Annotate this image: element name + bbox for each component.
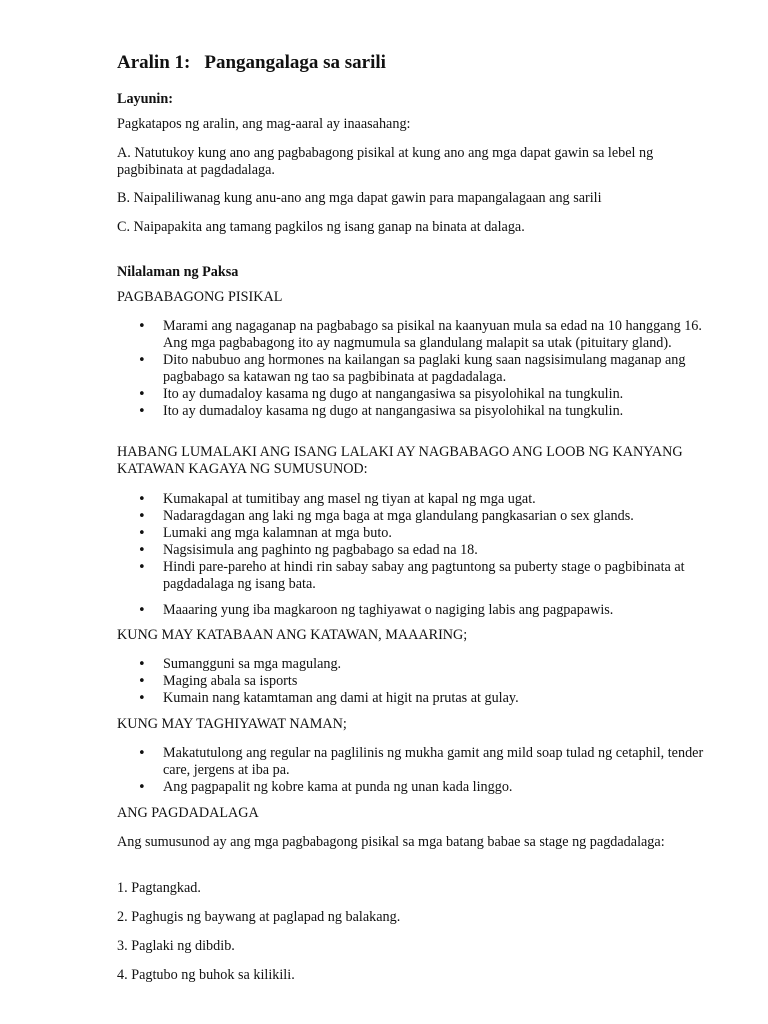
bullet-list-katabaan	[117, 656, 717, 707]
page-title	[117, 52, 386, 74]
list-item: • Marami ang nagaganap na pagbabago sa pisikal na kaanyuan mula sa edad na 10 hanggang 16. Ang mga pagbabagong ito ay nagmumula sa glandulang malapit sa utak (pituitary gland).	[117, 318, 717, 352]
list-item: • Kumakapal at tumitibay ang masel ng tiyan at kapal ng mga ugat.	[117, 491, 717, 508]
list-item: • Maging abala sa isports	[117, 673, 717, 690]
bullet-list-taghiyawat	[117, 745, 717, 796]
list-item: • Ito ay dumadaloy kasama ng dugo at nangangasiwa sa pisyolohikal na tungkulin.	[117, 386, 717, 403]
nilalaman-heading: Nilalaman ng Paksa	[117, 264, 239, 280]
objective-a: A. Natutukoy kung ano ang pagbabagong pisikal at kung ano ang mga dapat gawin sa lebel ng pagbibinata at pagdadalaga.	[117, 145, 654, 178]
bullet-list-pagbabagong-pisikal	[117, 318, 717, 420]
bullet-list-lalaki-extra	[117, 602, 717, 619]
bullet-list-lalaki	[117, 491, 717, 593]
objective-b: B. Naipaliliwanag kung anu-ano ang mga dapat gawin para mapangalagaan ang sarili	[117, 190, 602, 206]
list-item: • Makatutulong ang regular na paglilinis ng mukha gamit ang mild soap tulad ng cetaphil, tender care, jergens at iba pa.	[117, 745, 717, 779]
list-item: • Maaaring yung iba magkaroon ng taghiyawat o nagiging labis ang pagpapawis.	[117, 602, 717, 619]
lesson-topic: Pangangalaga sa sarili	[204, 52, 386, 73]
lesson-number: Aralin 1:	[117, 52, 191, 73]
list-item: • Ito ay dumadaloy kasama ng dugo at nangangasiwa sa pisyolohikal na tungkulin.	[117, 403, 717, 420]
pagdadalaga-item-4: 4. Pagtubo ng buhok sa kilikili.	[117, 967, 295, 983]
list-item: • Kumain nang katamtaman ang dami at higit na prutas at gulay.	[117, 690, 717, 707]
section-title-taghiyawat: KUNG MAY TAGHIYAWAT NAMAN;	[117, 716, 347, 732]
section-title-pagbabagong-pisikal: PAGBABAGONG PISIKAL	[117, 289, 283, 305]
pagdadalaga-item-2: 2. Paghugis ng baywang at paglapad ng balakang.	[117, 909, 401, 925]
list-item: • Dito nabubuo ang hormones na kailangan sa paglaki kung saan nagsisimulang maganap ang pagbabago sa katawan ng tao sa pagbibinata at pagdadalaga.	[117, 352, 717, 386]
section-title-katabaan: KUNG MAY KATABAAN ANG KATAWAN, MAAARING;	[117, 627, 468, 643]
pagdadalaga-item-3: 3. Paglaki ng dibdib.	[117, 938, 235, 954]
pagdadalaga-intro: Ang sumusunod ay ang mga pagbabagong pisikal sa mga batang babae sa stage ng pagdadalaga:	[117, 834, 665, 850]
list-item: • Nagsisimula ang paghinto ng pagbabago sa edad na 18.	[117, 542, 717, 559]
pagdadalaga-item-1: 1. Pagtangkad.	[117, 880, 201, 896]
section-title-lalaki: HABANG LUMALAKI ANG ISANG LALAKI AY NAGBABAGO ANG LOOB NG KANYANG KATAWAN KAGAYA NG SUMUSUNOD:	[117, 444, 683, 477]
layunin-heading: Layunin:	[117, 91, 173, 107]
list-item: • Lumaki ang mga kalamnan at mga buto.	[117, 525, 717, 542]
objective-c: C. Naipapakita ang tamang pagkilos ng isang ganap na binata at dalaga.	[117, 219, 525, 235]
list-item: • Sumangguni sa mga magulang.	[117, 656, 717, 673]
list-item: • Nadaragdagan ang laki ng mga baga at mga glandulang pangkasarian o sex glands.	[117, 508, 717, 525]
list-item: • Ang pagpapalit ng kobre kama at punda ng unan kada linggo.	[117, 779, 717, 796]
layunin-intro: Pagkatapos ng aralin, ang mag-aaral ay inaasahang:	[117, 116, 411, 132]
list-item: • Hindi pare-pareho at hindi rin sabay sabay ang pagtuntong sa puberty stage o pagbibinata at pagdadalaga ng isang bata.	[117, 559, 717, 593]
section-title-pagdadalaga: ANG PAGDADALAGA	[117, 805, 259, 821]
